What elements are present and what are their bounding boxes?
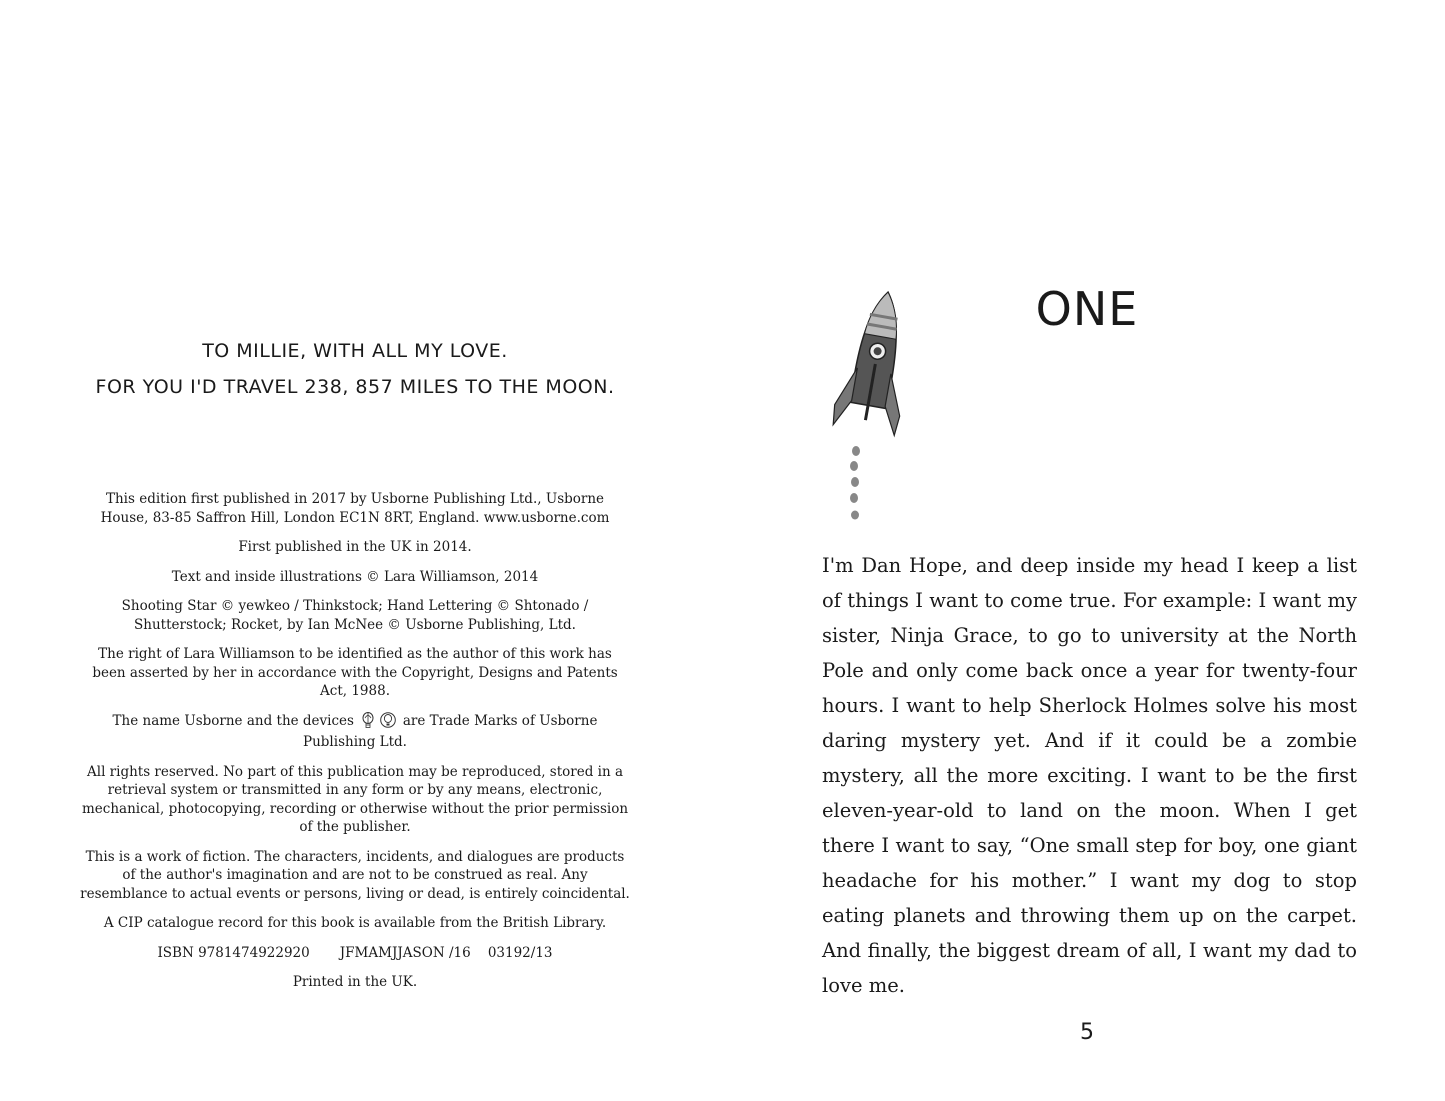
moral-right-note: The right of Lara Williamson to be identified as the author of this work has been asserted by her in accordance with the Copyright, Designs and Patents Act, 1988. (92, 646, 618, 699)
rocket-icon (830, 286, 930, 526)
edition-note: This edition first published in 2017 by Usborne Publishing Ltd., Usborne House, 83-85 Saffron Hill, London EC1N 8RT, England. www.usborne.com (100, 491, 610, 526)
isbn-note: ISBN 9781474922920 JFMAMJJASON /16 03192/13 (157, 944, 553, 961)
printed-note: Printed in the UK. (292, 974, 418, 990)
left-page (0, 0, 722, 1101)
image-credits-note: Shooting Star © yewkeo / Thinkstock; Hand Lettering © Shtonado / Shutterstock; Rocket, by Ian McNee © Usborne Publishing, Ltd. (121, 598, 589, 633)
dedication-line-1: TO MILLIE, WITH ALL MY LOVE. (202, 340, 508, 362)
trademark-text-before: The name Usborne and the devices (112, 712, 354, 729)
rights-note: All rights reserved. No part of this publication may be reproduced, stored in a retrieval system or transmitted in any form or by any means, electronic, mechanical, photocopying, recording or otherwise without the prior permission of the publisher. (81, 763, 629, 835)
fiction-note: This is a work of fiction. The characters, incidents, and dialogues are products of the author's imagination and are not to be construed as real. Any resemblance to actual events or persons, living or dead, is entirely coincidental. (80, 848, 630, 902)
text-copyright-note: Text and inside illustrations © Lara Williamson, 2014 (171, 568, 539, 585)
dedication-line-2: FOR YOU I'D TRAVEL 238, 857 MILES TO THE MOON. (95, 376, 615, 398)
dedication (60, 340, 650, 412)
page-number: 5 (1080, 1020, 1094, 1045)
copyright-credits (80, 490, 630, 1003)
balloon-circle-logo-icon (380, 712, 396, 728)
cip-note: A CIP catalogue record for this book is available from the British Library. (103, 915, 607, 931)
first-published-note: First published in the UK in 2014. (238, 539, 472, 555)
usborne-logos (361, 712, 395, 734)
chapter-body-text: I'm Dan Hope, and deep inside my head I keep a list of things I want to come true. For example: I want my sister, Ninja Grace, to go to university at the North Pole and only come back once a year for twenty-four hours. I want to help Sherlock Holmes solve his most daring mystery yet. And if it could be a zombie mystery, all the more exciting. I want to be the first eleven-year-old to land on the moon. When I get there I want to say, “One small step for boy, one giant headache for his mother.” I want my dog to stop eating planets and throwing them up on the carpet. And finally, the biggest dream of all, I want my dad to love me. (822, 554, 1357, 997)
right-page (722, 0, 1445, 1101)
chapter-title: ONE (1035, 282, 1139, 336)
rocket-exhaust-dots (850, 446, 860, 520)
trademark-note (80, 712, 630, 752)
balloon-logo-icon (361, 712, 375, 728)
trademark-text-after: are Trade Marks of Usborne Publishing Ltd. (303, 712, 598, 750)
